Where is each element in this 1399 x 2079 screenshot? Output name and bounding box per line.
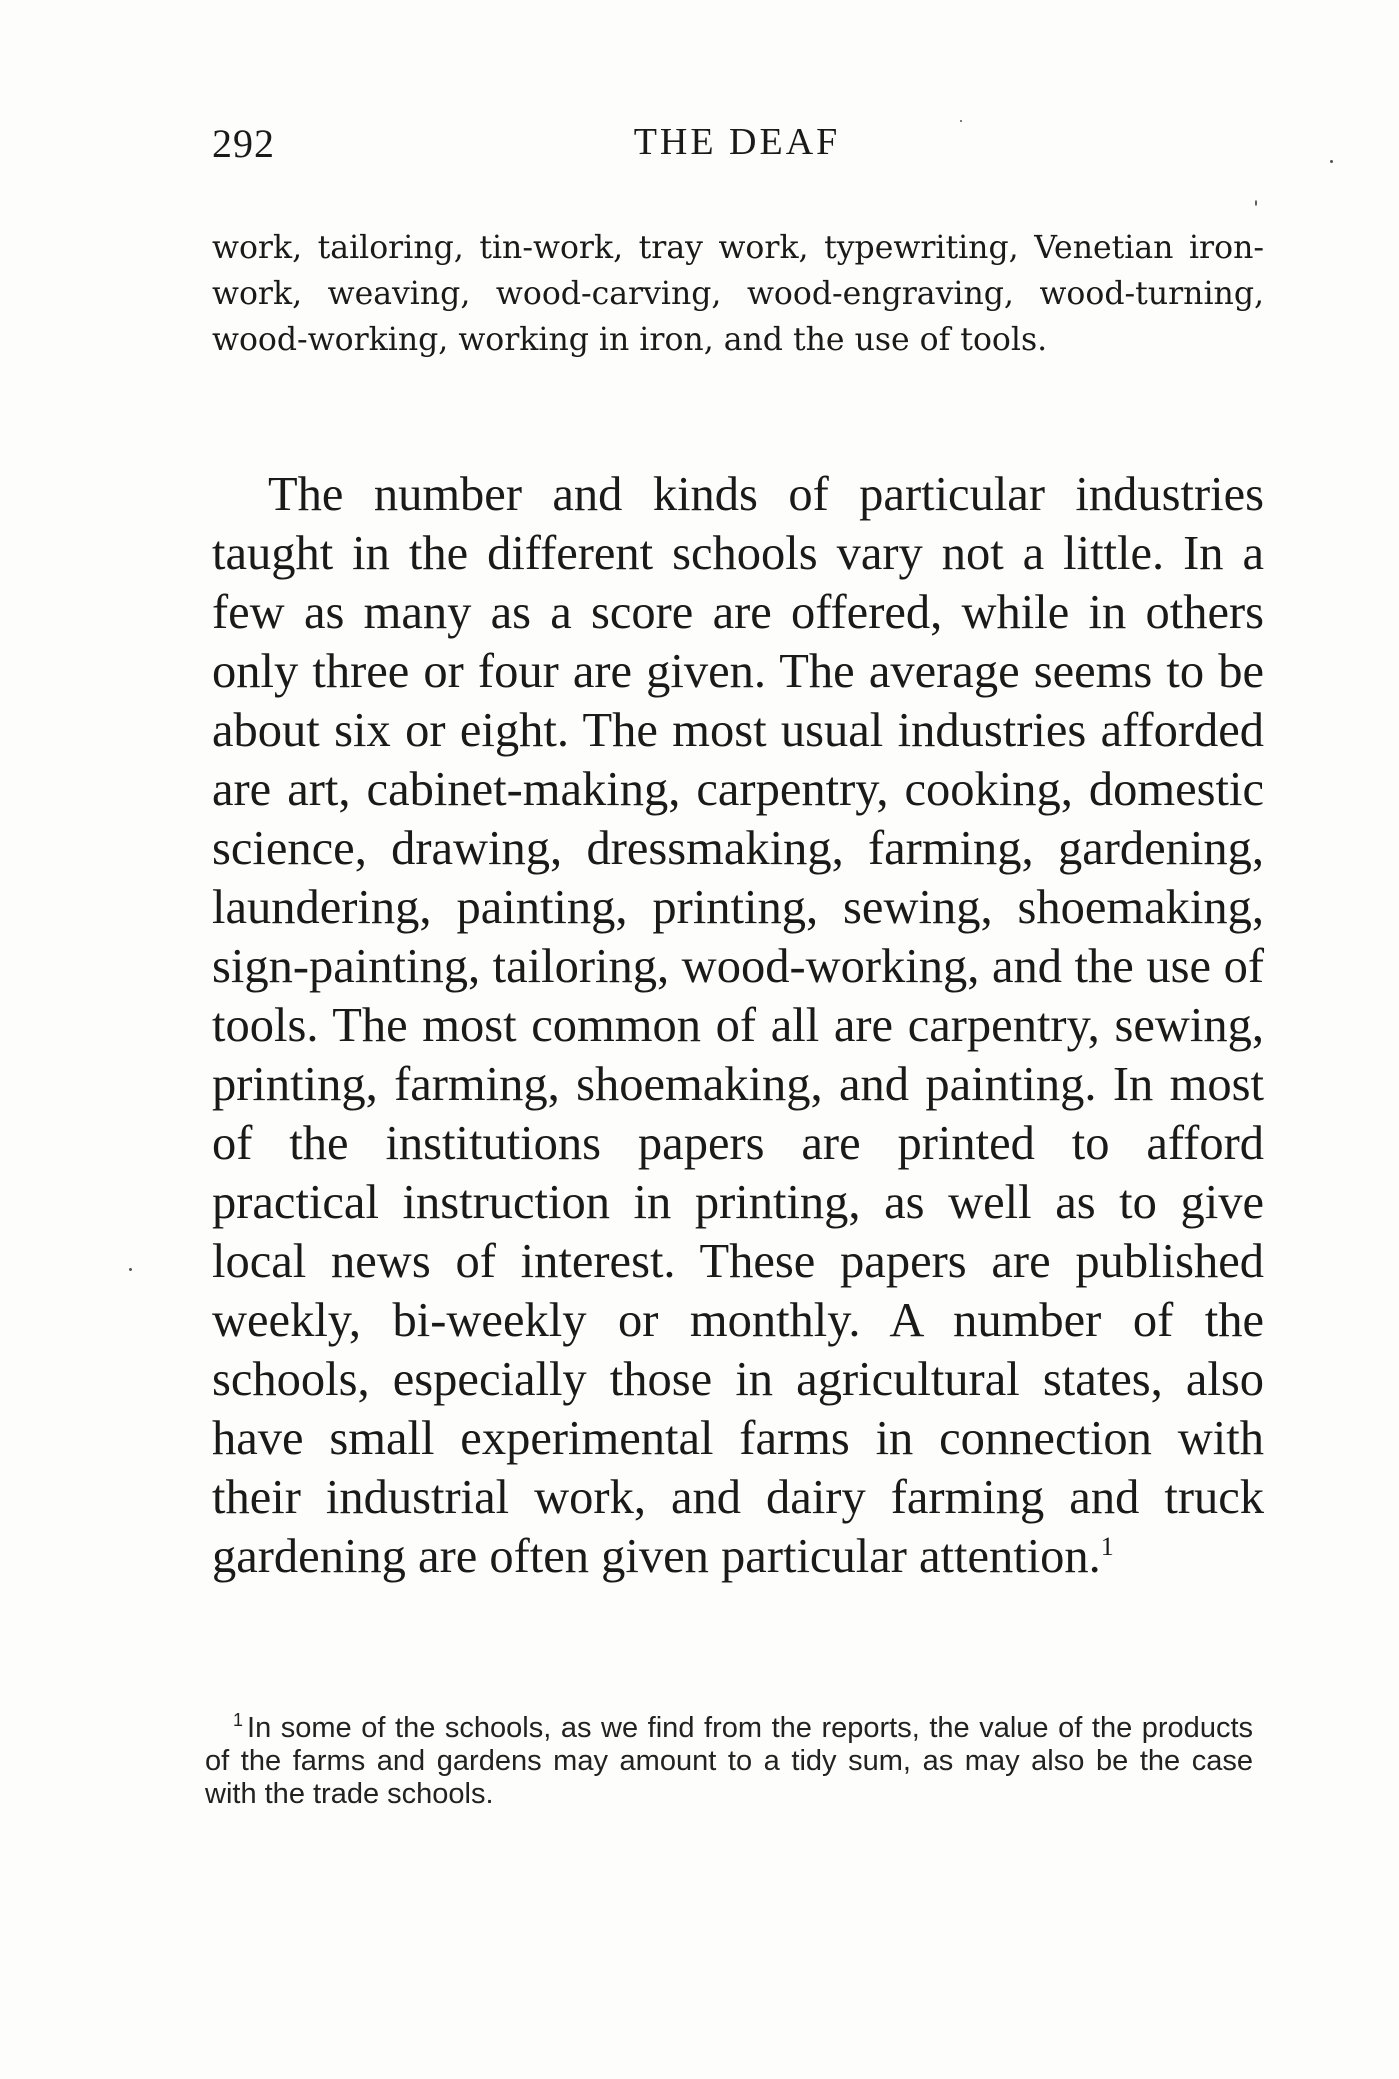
paper-speck xyxy=(1330,160,1333,163)
body-paragraph xyxy=(212,465,1264,1586)
page-number: 292 xyxy=(212,121,275,166)
footnote-marker: 1 xyxy=(233,1710,244,1731)
footnote xyxy=(205,1712,1253,1811)
continuation-paragraph: work, tailoring, tin-work, tray work, typewriting, Venetian iron-work, weaving, wood-carving, wood-engraving, wood-turning, wood-working, working in iron, and the use of tools. xyxy=(212,230,1264,358)
paper-speck xyxy=(129,1268,132,1271)
running-head xyxy=(212,120,1262,170)
body-paragraph-text: The number and kinds of particular industries taught in the different schools vary not a little. In a few as many as a score are offered, while in others only three or four are given. The average seems to be about six or eight. The most usual industries afforded are art, cabinet-making, carpentry, cooking, domestic science, drawing, dressmaking, farming, gardening, laundering, painting, printing, sewing, shoemaking, sign-painting, tailoring, wood-working, and the use of tools. The most common of all are carpentry, sewing, printing, farming, shoemaking, and painting. In most of the institutions papers are printed to afford practical instruction in printing, as well as to give local news of interest. These papers are published weekly, bi-weekly or monthly. A number of the schools, especially those in agricultural states, also have small experimental farms in connection with their industrial work, and dairy farming and truck gardening are often given particular attention. xyxy=(212,468,1264,1583)
footnote-reference: 1 xyxy=(1100,1531,1114,1561)
paper-speck xyxy=(960,120,962,122)
footnote-text: In some of the schools, as we find from the reports, the value of the products of the farms and gardens may amount to a tidy sum, as may also be the case with the trade schools. xyxy=(205,1712,1253,1810)
running-title: THE DEAF xyxy=(633,121,841,163)
paper-speck xyxy=(1255,200,1257,206)
